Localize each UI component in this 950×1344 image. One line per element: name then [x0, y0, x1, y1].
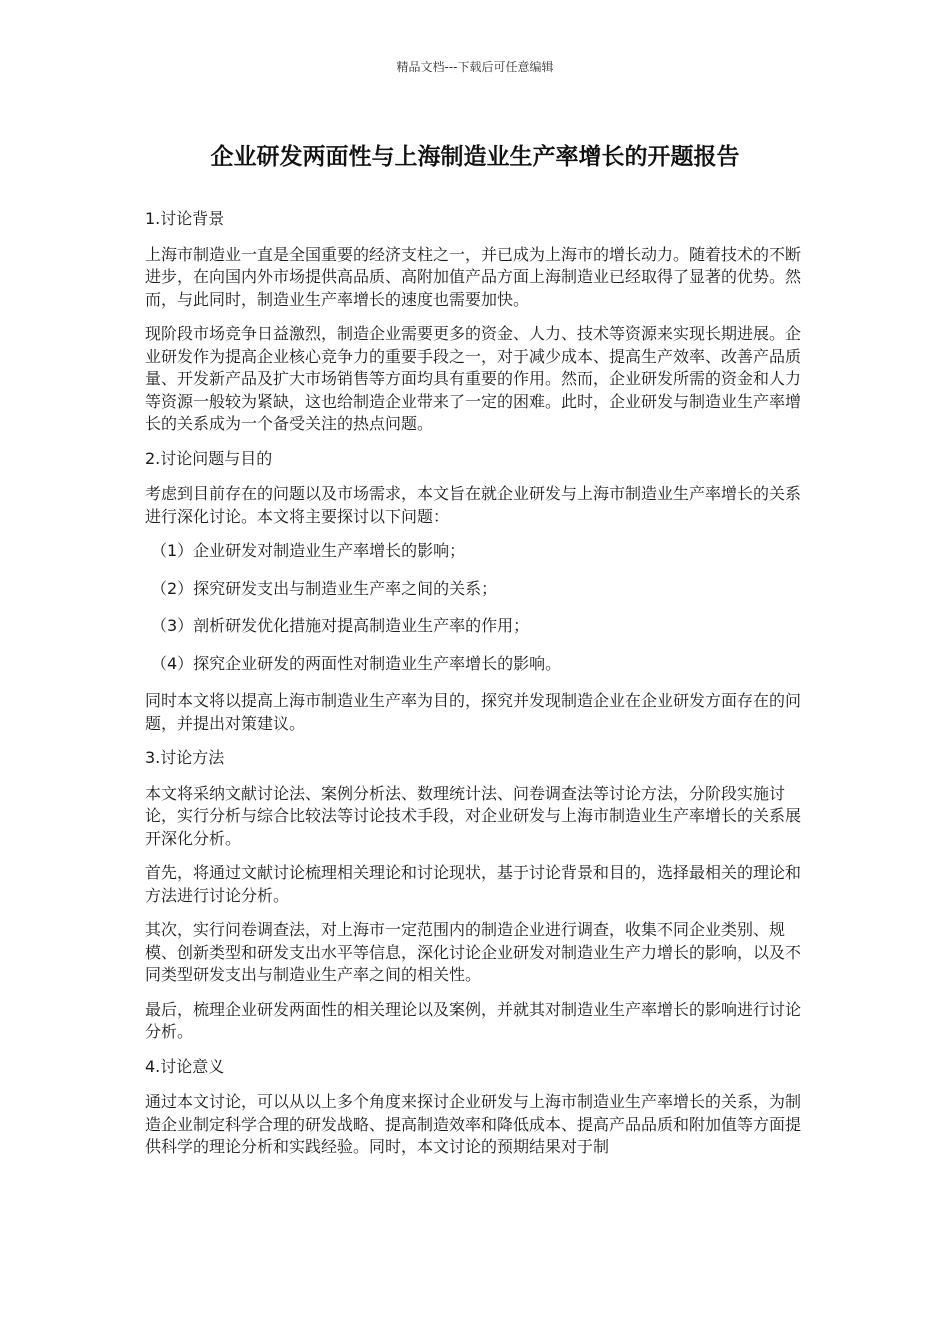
section-heading-background: 1.讨论背景	[145, 209, 225, 228]
section-heading-significance: 4.讨论意义	[145, 1056, 225, 1076]
paragraph-problem-intro: 考虑到目前存在的问题以及市场需求，本文旨在就企业研发与上海市制造业生产率增长的关系进行深化讨论。本文将主要探讨以下问题：	[145, 484, 802, 526]
header-note: 精品文档---下载后可任意编辑	[396, 60, 554, 74]
document-title: 企业研发两面性与上海制造业生产率增长的开题报告	[210, 144, 740, 170]
list-item: （4）探究企业研发的两面性对制造业生产率增长的影响。	[151, 653, 562, 673]
list-item: （2）探究研发支出与制造业生产率之间的关系；	[151, 578, 498, 598]
list-item: （1）企业研发对制造业生产率增长的影响；	[151, 541, 466, 560]
section-heading-method: 3.讨论方法	[145, 748, 225, 767]
paragraph-significance-1: 通过本文讨论，可以从以上多个角度来探讨企业研发与上海市制造业生产率增长的关系，为制造企业制定科学合理的研发战略、提高制造效率和降低成本、提高产品品质和附加值等方面提供科学的理论分析和实践经验。同时，本文讨论的预期结果对于制	[145, 1092, 802, 1156]
list-item: （3）剖析研发优化措施对提高制造业生产率的作用；	[151, 616, 530, 635]
paragraph-background-1: 上海市制造业一直是全国重要的经济支柱之一，并已成为上海市的增长动力。随着技术的不断进步，在向国内外市场提供高品质、高附加值产品方面上海制造业已经取得了显著的优势。然而，与此同时，制造业生产率增长的速度也需要加快。	[145, 244, 802, 309]
document-body	[145, 208, 807, 1171]
paragraph-method-2: 首先，将通过文献讨论梳理相关理论和讨论现状，基于讨论背景和目的，选择最相关的理论和方法进行讨论分析。	[145, 863, 802, 905]
paragraph-method-1: 本文将采纳文献讨论法、案例分析法、数理统计法、问卷调查法等讨论方法，分阶段实施讨论，实行分析与综合比较法等讨论技术手段，对企业研发与上海市制造业生产率增长的关系展开深化分析。	[145, 783, 802, 848]
paragraph-background-2: 现阶段市场竞争日益激烈，制造企业需要更多的资金、人力、技术等资源来实现长期进展。企业研发作为提高企业核心竞争力的重要手段之一，对于减少成本、提高生产效率、改善产品质量、开发新产品及扩大市场销售等方面均具有重要的作用。然而，企业研发所需的资金和人力等资源一般较为紧缺，这也给制造企业带来了一定的困难。此时，企业研发与制造业生产率增长的关系成为一个备受关注的热点问题。	[145, 324, 802, 433]
paragraph-method-4: 最后，梳理企业研发两面性的相关理论以及案例，并就其对制造业生产率增长的影响进行讨论分析。	[145, 999, 802, 1041]
paragraph-method-3: 其次，实行问卷调查法，对上海市一定范围内的制造企业进行调查，收集不同企业类别、规模、创新类型和研发支出水平等信息，深化讨论企业研发对制造业生产力增长的影响，以及不同类型研发支出与制造业生产率之间的相关性。	[145, 920, 802, 984]
paragraph-problem-goal: 同时本文将以提高上海市制造业生产率为目的，探究并发现制造企业在企业研发方面存在的问题，并提出对策建议。	[145, 691, 802, 733]
section-heading-problem: 2.讨论问题与目的	[145, 448, 273, 468]
